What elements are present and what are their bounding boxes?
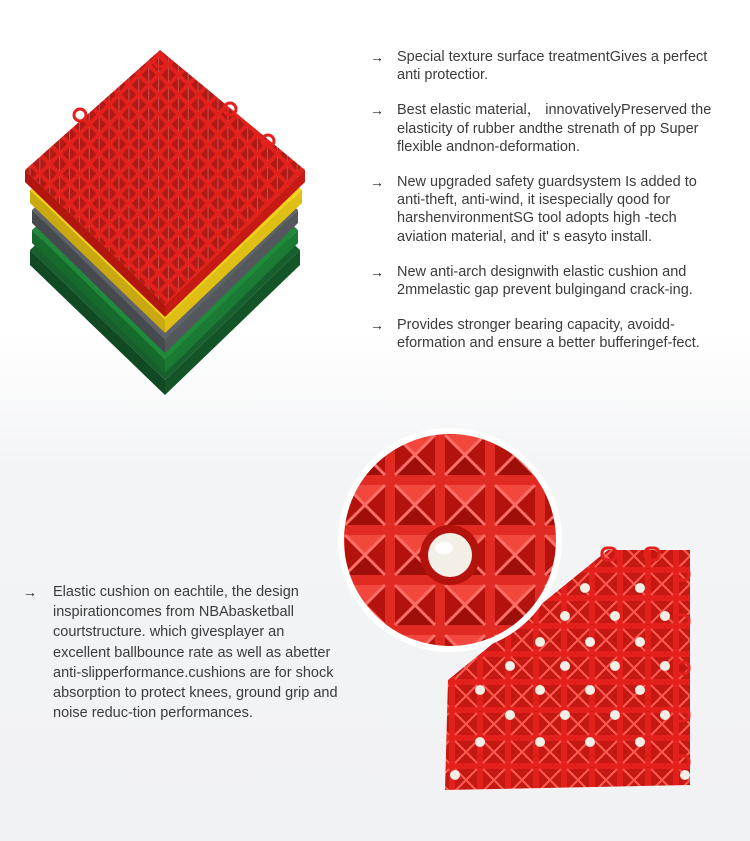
feature-list <box>370 48 722 370</box>
feature-text: Best elastic material， innovativelyPreserved the elasticity of rubber andthe strenath of pp Super flexible andnon-deformation. <box>397 102 712 155</box>
feature-text: New anti-arch designwith elastic cushion and 2mmelastic gap prevent bulgingand crack-ing. <box>397 263 693 299</box>
tile-stack-image <box>20 55 320 405</box>
arrow-right-icon: → <box>370 102 384 119</box>
feature-text: New upgraded safety guardsystem Is added to anti-theft, anti-wind, it isespecially qood for harshenvironmentSG tool adopts high -tech aviation material, and it' s easyto install. <box>397 174 697 245</box>
arrow-right-icon: → <box>370 263 384 280</box>
feature-item <box>370 101 722 156</box>
cushion-description <box>23 582 343 740</box>
feature-item <box>23 582 343 723</box>
feature-item <box>370 173 722 246</box>
arrow-right-icon: → <box>370 174 384 191</box>
arrow-right-icon: → <box>370 49 384 65</box>
feature-item <box>370 48 722 84</box>
arrow-right-icon: → <box>370 317 384 334</box>
tile-closeup-image <box>340 430 740 800</box>
feature-text: Special texture surface treatmentGives a perfect anti protectior. <box>397 49 708 84</box>
magnifier-circle <box>338 428 562 652</box>
arrow-right-icon: → <box>23 584 37 600</box>
feature-text: Elastic cushion on eachtile, the design inspirationcomes from NBAbasketball courtstructure. which givesplayer an excellent ballbounce rate as well as abetter anti-slipperformance.cushions are for shock absorption to protect knees, ground grip and noise reduc-tion performances. <box>53 584 338 722</box>
feature-item <box>370 316 722 352</box>
feature-item <box>370 263 722 299</box>
feature-text: Provides stronger bearing capacity, avoidd-eformation and ensure a better bufferingef-fect. <box>397 317 700 352</box>
